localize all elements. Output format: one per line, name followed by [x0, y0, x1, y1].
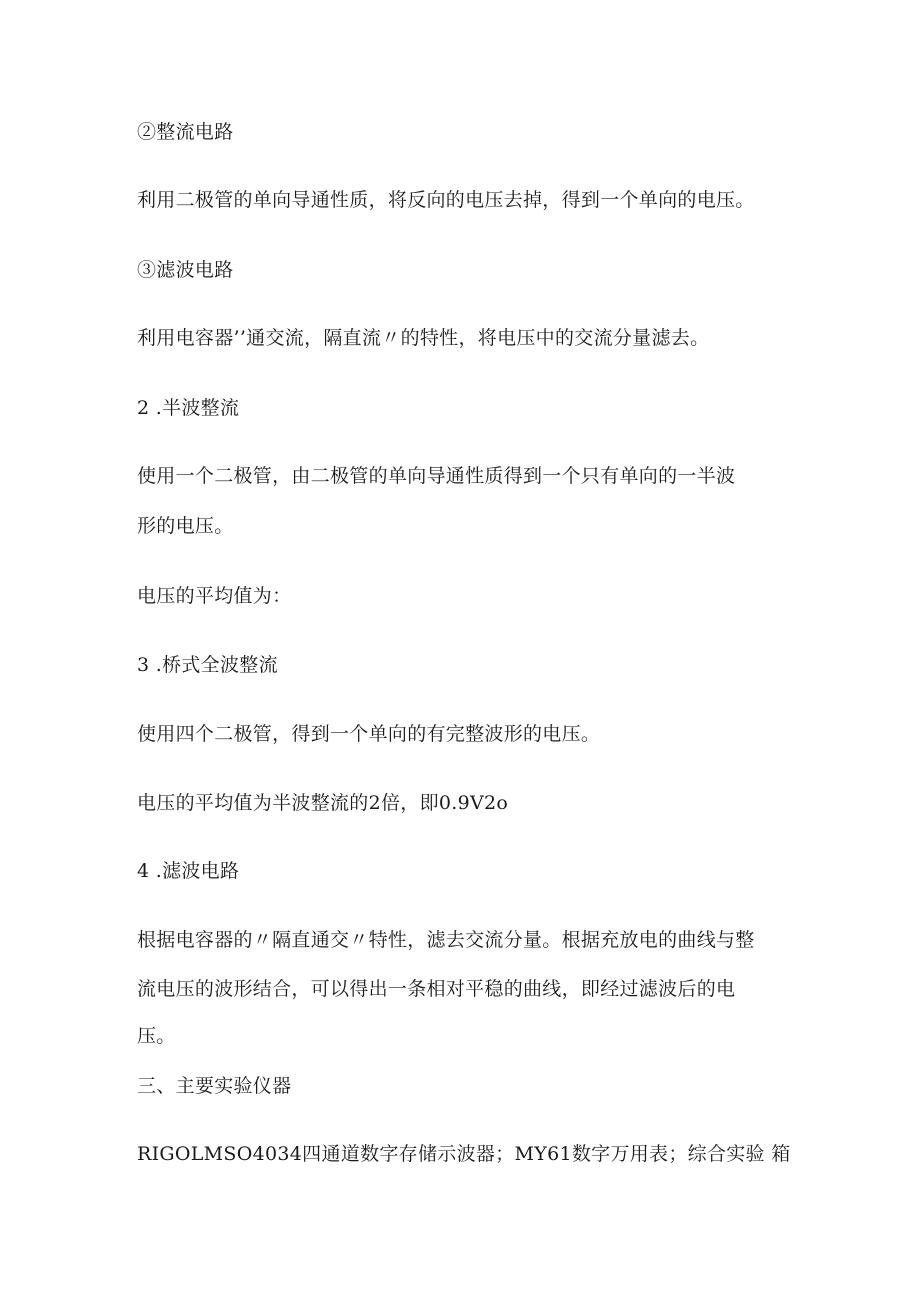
- heading-bridge-full-wave: 3 .桥式全波整流: [137, 654, 278, 676]
- paragraph-bridge-description: 使用四个二极管，得到一个单向的有完整波形的电压。: [137, 723, 601, 745]
- paragraph-filter-line-1: 根据电容器的〃隔直通交〃特性，滤去交流分量。根据充放电的曲线与整: [137, 929, 755, 951]
- paragraph-half-wave-line-2: 形的电压。: [137, 515, 234, 537]
- heading-main-instruments: 三、主要实验仪器: [137, 1075, 292, 1097]
- heading-filter-circuit: ③滤波电路: [137, 259, 234, 281]
- paragraph-half-wave-line-1: 使用一个二极管，由二极管的单向导通性质得到一个只有单向的一半波: [137, 465, 736, 487]
- paragraph-half-wave-average: 电压的平均值为：: [137, 585, 292, 607]
- paragraph-filter-line-3: 压。: [137, 1025, 176, 1047]
- paragraph-bridge-average: 电压的平均值为半波整流的2倍，即0.9V2o: [137, 792, 509, 814]
- paragraph-rectifier-description: 利用二极管的单向导通性质，将反向的电压去掉，得到一个单向的电压。: [137, 189, 755, 211]
- paragraph-filter-line-2: 流电压的波形结合，可以得出一条相对平稳的曲线，即经过滤波后的电: [137, 978, 736, 1000]
- heading-half-wave: 2 .半波整流: [137, 397, 240, 419]
- paragraph-instruments-list: RIGOLMSO4034四通道数字存储示波器；MY61数字万用表；综合实验 箱: [137, 1143, 791, 1165]
- heading-rectifier-circuit: ②整流电路: [137, 121, 234, 143]
- paragraph-filter-description: 利用电容器’’通交流，隔直流〃的特性，将电压中的交流分量滤去。: [137, 327, 710, 349]
- heading-filter-circuit-2: 4 .滤波电路: [137, 860, 240, 882]
